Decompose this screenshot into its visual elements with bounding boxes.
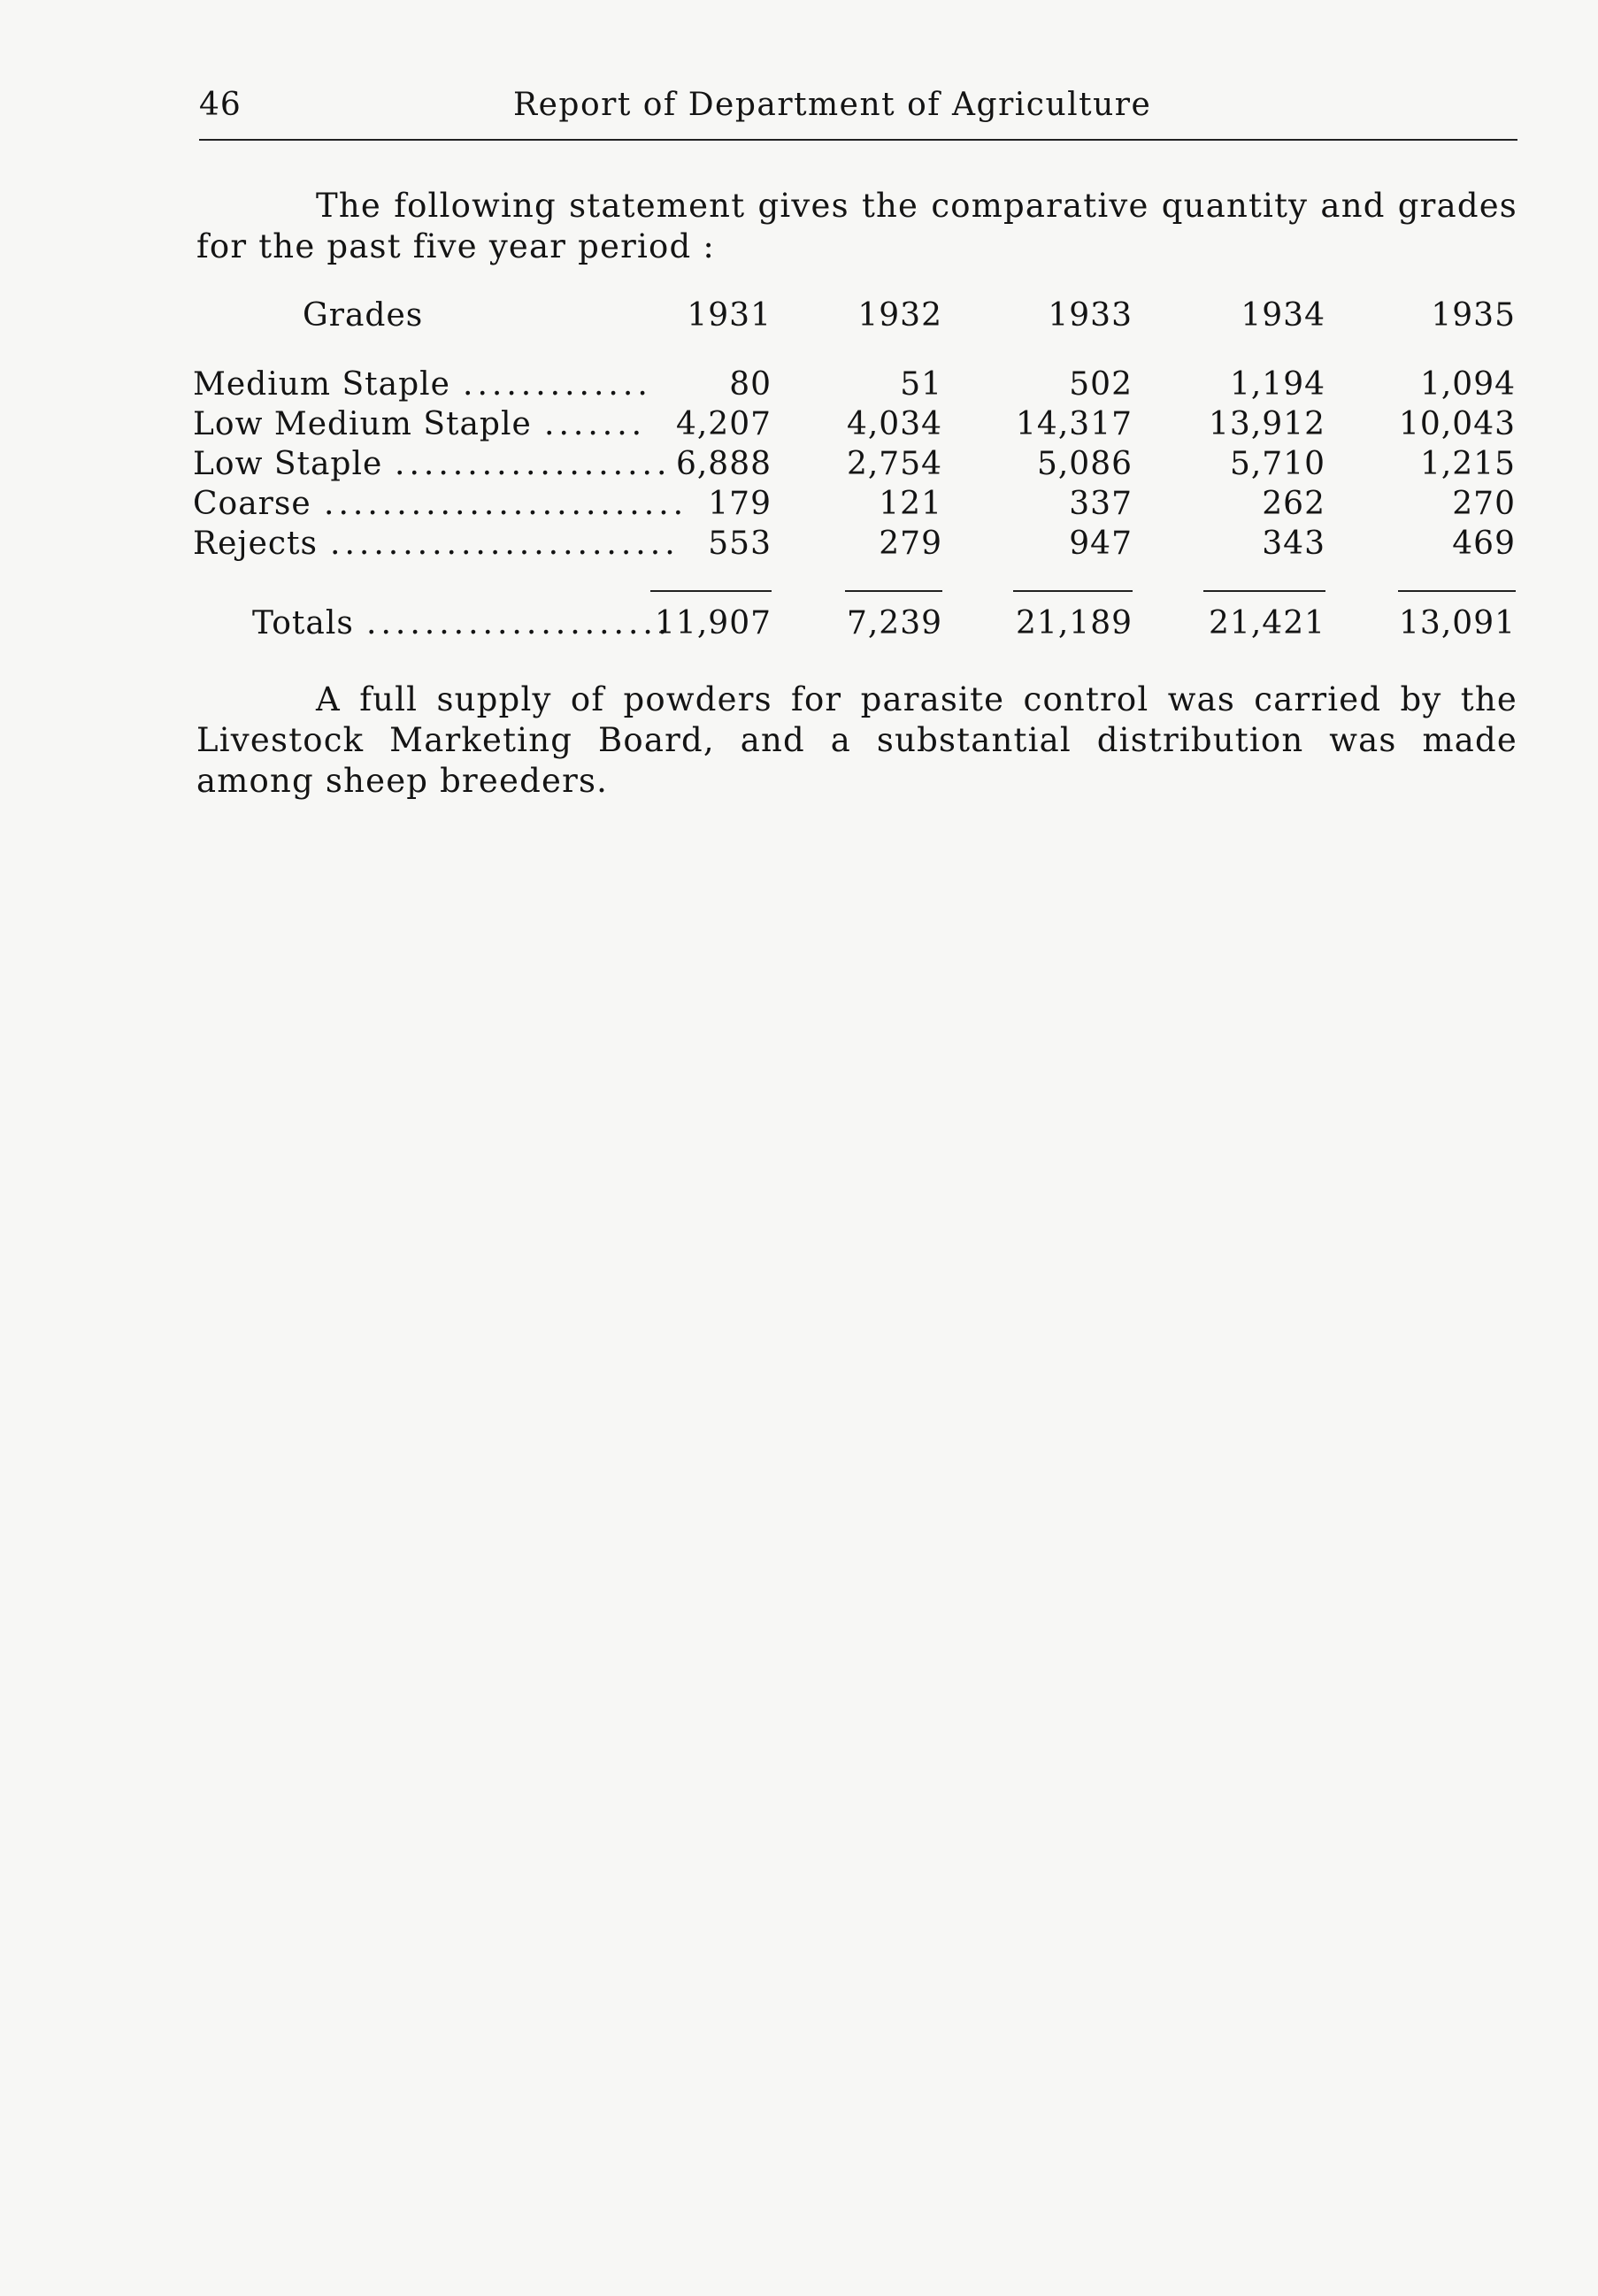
table-cell: 121 [879,486,942,522]
column-header-year: 1934 [1241,297,1325,334]
table-cell: 1,094 [1419,366,1516,403]
table-cell: 343 [1262,526,1325,562]
totals-cell: 11,907 [655,605,772,641]
totals-cell: 21,189 [1016,605,1133,641]
table-cell: 502 [1069,366,1133,403]
column-header-year: 1933 [1048,297,1133,334]
totals-cell: 13,091 [1399,605,1516,641]
leader-dots: ......................... [324,486,688,522]
column-header-year: 1932 [857,297,942,334]
totals-rule [1203,590,1325,592]
row-label: Coarse [193,486,311,522]
closing-paragraph: A full supply of powders for parasite control was carried by the Livestock Marketing Board, and a substantial distribution was made among sheep breeders. [196,680,1517,800]
column-header-year: 1931 [687,297,772,334]
table-cell: 1,215 [1419,446,1516,482]
totals-label: Totals [252,605,354,641]
totals-cell: 21,421 [1209,605,1325,641]
totals-rule [1398,590,1516,592]
column-header-year: 1935 [1431,297,1516,334]
row-label: Low Medium Staple [193,406,532,442]
intro-paragraph: The following statement gives the comparative quantity and grades for the past five year period : [196,187,1517,265]
table-cell: 10,043 [1399,406,1516,442]
totals-rule [1013,590,1133,592]
table-cell: 337 [1069,486,1133,522]
totals-rule [845,590,942,592]
leader-dots: ................... [395,446,672,482]
row-label: Rejects [193,526,318,562]
table-cell: 179 [708,486,772,522]
leader-dots: ........................ [330,526,680,562]
row-label: Medium Staple [193,366,450,403]
table-cell: 2,754 [846,446,942,482]
table-cell: 5,710 [1229,446,1325,482]
table-cell: 4,034 [846,406,942,442]
row-label: Low Staple [193,446,383,482]
table-cell: 1,194 [1229,366,1325,403]
running-title: Report of Department of Agriculture [513,87,1152,123]
table-cell: 279 [879,526,942,562]
leader-dots: ............. [463,366,652,403]
table-cell: 262 [1262,486,1325,522]
table-cell: 4,207 [675,406,772,442]
leader-dots: ..................... [366,605,672,641]
table-cell: 13,912 [1209,406,1325,442]
page-number: 46 [199,87,242,123]
table-cell: 14,317 [1016,406,1133,442]
table-cell: 469 [1452,526,1516,562]
table-cell: 51 [900,366,942,403]
page-header [199,87,1517,131]
header-rule [199,139,1517,141]
table-cell: 5,086 [1036,446,1133,482]
table-cell: 80 [729,366,772,403]
table-cell: 947 [1069,526,1133,562]
column-header-grades: Grades [303,297,424,334]
table-cell: 270 [1452,486,1516,522]
table-cell: 553 [708,526,772,562]
totals-cell: 7,239 [846,605,942,641]
totals-rule [650,590,772,592]
leader-dots: ....... [544,406,647,442]
table-cell: 6,888 [675,446,772,482]
